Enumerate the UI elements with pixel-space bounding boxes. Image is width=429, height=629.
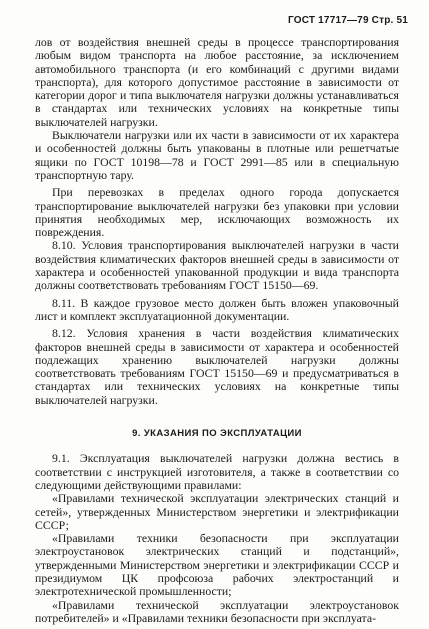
rule-item-1: «Правилами технической эксплуатации электрических станций и сетей», утвержденных Министерством энергетики и электрификации СССР; <box>35 491 399 532</box>
paragraph-packaging: Выключатели нагрузки или их части в зависимости от их характера и особенностей должны быть упакованы в плотные или решетчатые ящики по ГОСТ 10198—78 и ГОСТ 2991—85 или в специальную транспортную тару. <box>35 128 399 182</box>
rule-item-3: «Правилами технической эксплуатации электроустановок потребителей» и «Правилами техники безопасности при эксплуата- <box>35 597 399 625</box>
clause-9-1: 9.1. Эксплуатация выключателей нагрузки должна вестись в соответствии с инструкцией изготовителя, а также в соответствии со следующими действующими правилами: <box>35 451 399 492</box>
clause-8-12: 8.12. Условия хранения в части воздействия климатических факторов внешней среды в зависимости от характера и особенностей подлежащих хранению выключателей нагрузки должны соответствовать требованиям ГОСТ 15150—69 и предусматриваться в стандартах или технических условиях на конкретные типы выключателей нагрузки. <box>35 326 399 407</box>
clause-8-10: 8.10. Условия транспортирования выключателей нагрузки в части воздействия климатических факторов внешней среды в зависимости от характера и особенностей упакованной продукции и вида транспорта должны соответствовать требованиям ГОСТ 15150—69. <box>35 238 399 293</box>
paragraph-continuation: лов от воздействия внешней среды в процессе транспортирования любым видом транспорта на любое расстояние, за исключением автомобильного транспорта (и его комбинаций с другими видами транспорта), для которого допустимое расстояние в зависимости от категории дорог и типа выключателя нагрузки должны устанавливаться в стандартах или технических условиях на конкретные типы выключателей нагрузки. <box>35 35 399 129</box>
paragraph-city-transport: При перевозках в пределах одного города допускается транспортирование выключателей нагрузки без упаковки при условии принятия необходимых мер, исключающих возможность их повреждения. <box>35 185 399 240</box>
page-header: ГОСТ 17717—79 Стр. 51 <box>288 15 408 26</box>
clause-8-11: 8.11. В каждое грузовое место должен быть вложен упаковочный лист и комплект эксплуатационной документации. <box>35 295 399 323</box>
rule-item-2: «Правилами техники безопасности при эксплуатации электроустановок электрических станций и подстанций», утвержденными Министерством энергетики и электрификации СССР и президиумом ЦК профсоюза рабочих электростанций и электротехнической промышленности; <box>35 531 399 599</box>
section-title: 9. УКАЗАНИЯ ПО ЭКСПЛУАТАЦИИ <box>132 428 302 440</box>
page-body <box>35 36 399 625</box>
